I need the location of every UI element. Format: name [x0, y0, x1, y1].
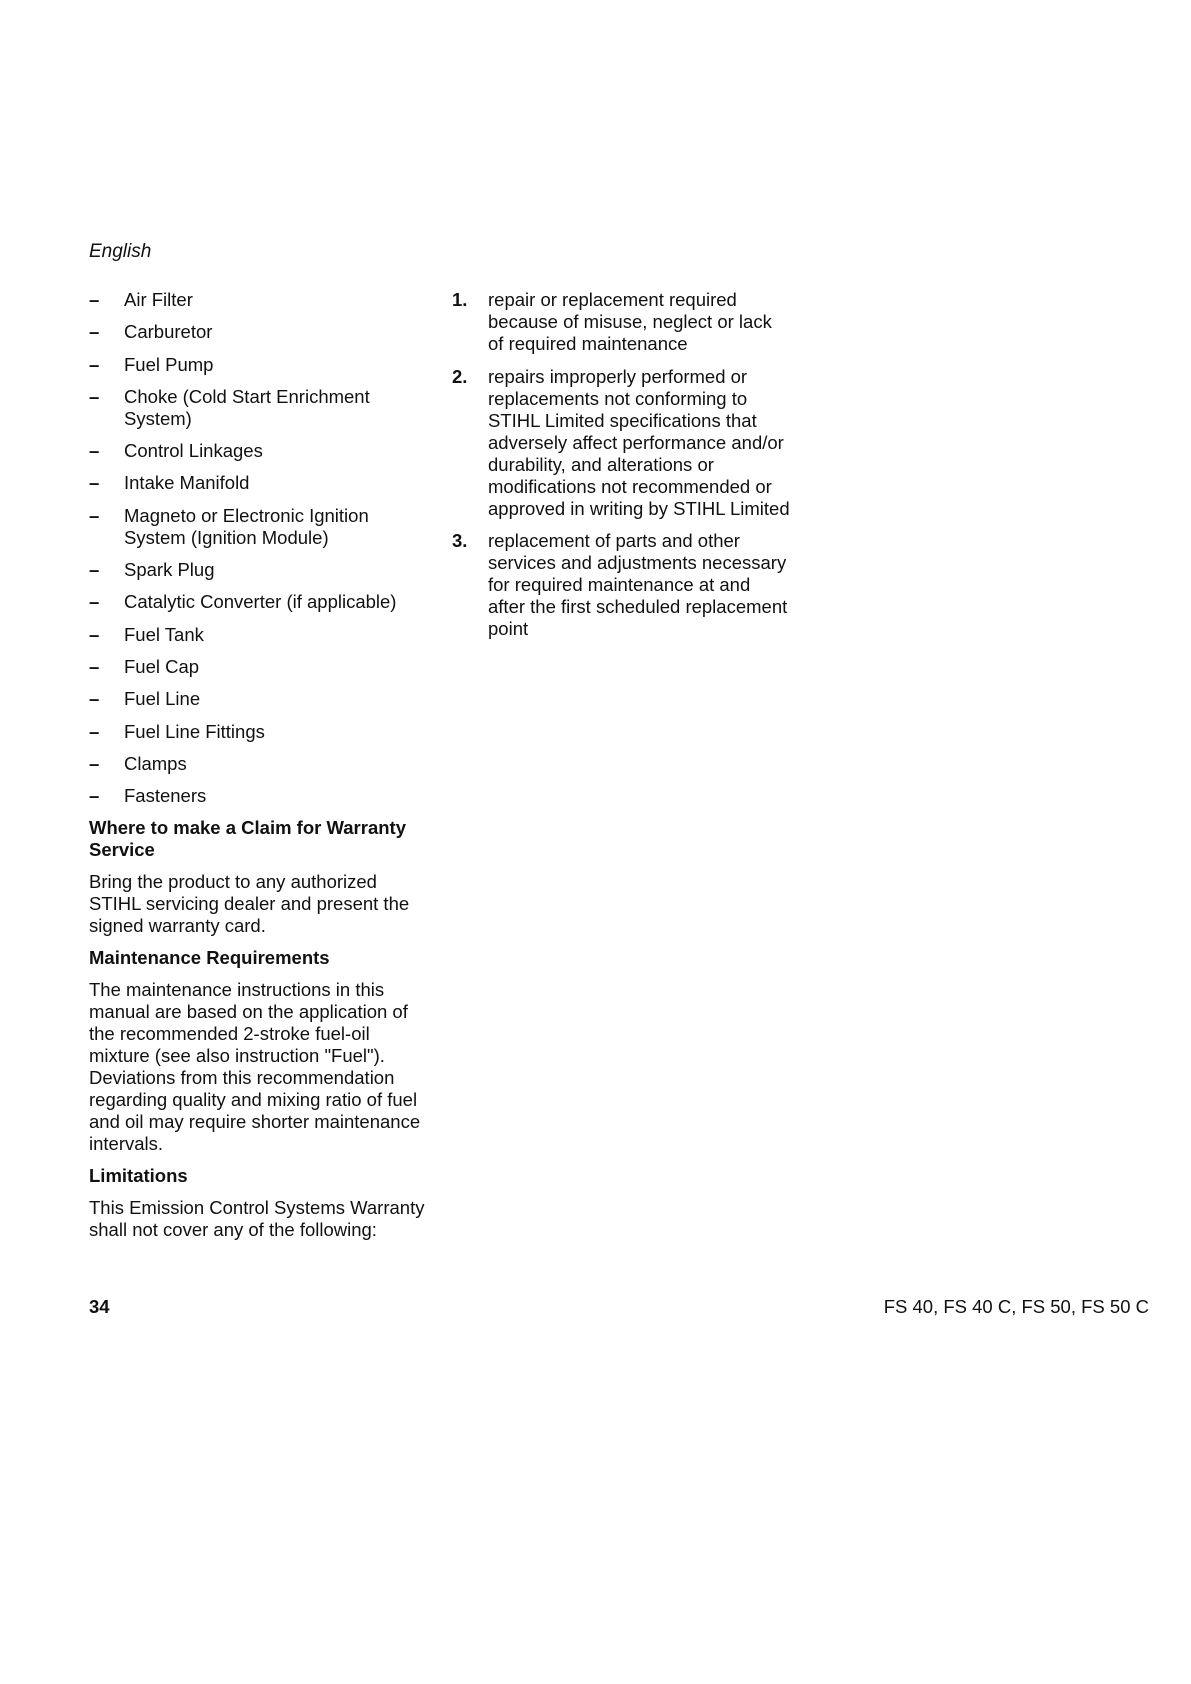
- maintenance-paragraph: The maintenance instructions in this manual are based on the application of the recommended 2-stroke fuel-oil mixture (see also instruction "Fuel"). Deviations from this recommendation regarding quality and mixing ratio of fuel and oil may require shorter maintenance intervals.: [89, 979, 421, 1155]
- list-item: [89, 656, 429, 678]
- dash-bullet: –: [89, 655, 100, 677]
- list-item-text: Fuel Tank: [124, 623, 204, 645]
- list-item: [89, 321, 429, 343]
- maintenance-heading: Maintenance Requirements: [89, 947, 330, 969]
- claim-heading: Where to make a Claim for Warranty Service: [89, 817, 406, 861]
- list-item-text: Control Linkages: [124, 440, 263, 462]
- list-item: [89, 721, 429, 743]
- list-item-text: Fuel Line Fittings: [124, 720, 265, 742]
- dash-bullet: –: [89, 752, 100, 774]
- list-item-text: Carburetor: [124, 321, 213, 343]
- right-column: [452, 289, 792, 651]
- dash-bullet: –: [89, 353, 100, 375]
- list-item-text: Choke (Cold Start Enrichment System): [124, 385, 370, 429]
- list-item: [89, 753, 429, 775]
- list-item: [89, 354, 429, 376]
- list-item: [89, 386, 429, 430]
- dash-bullet: –: [89, 591, 100, 613]
- list-item-text: Intake Manifold: [124, 472, 250, 494]
- item-number: 1.: [452, 289, 468, 310]
- limitations-heading: Limitations: [89, 1165, 188, 1187]
- dash-bullet: –: [89, 321, 100, 343]
- dash-bullet: –: [89, 385, 100, 407]
- list-item-text: Air Filter: [124, 289, 193, 310]
- list-item: [89, 289, 429, 311]
- list-item: [89, 559, 429, 581]
- dash-bullet: –: [89, 785, 100, 807]
- left-column: [89, 289, 429, 1251]
- list-item-text: Spark Plug: [124, 559, 215, 581]
- item-number: 3.: [452, 530, 468, 551]
- list-item-text: Catalytic Converter (if applicable): [124, 591, 397, 613]
- limitations-paragraph: This Emission Control Systems Warranty shall not cover any of the following:: [89, 1197, 425, 1241]
- list-item-text: Clamps: [124, 752, 187, 774]
- model-names: FS 40, FS 40 C, FS 50, FS 50 C: [883, 1296, 1149, 1317]
- dash-bullet: –: [89, 559, 100, 581]
- list-item: [89, 624, 429, 646]
- list-item: [89, 440, 429, 462]
- list-item: [452, 289, 792, 355]
- page-number: 34: [89, 1296, 110, 1317]
- list-item-text: replacement of parts and other services and adjustments necessary for required maintenance at and after the first scheduled replacement point: [488, 530, 788, 639]
- list-item-text: Fuel Pump: [124, 353, 214, 375]
- list-item-text: Fasteners: [124, 785, 207, 807]
- list-item-text: Magneto or Electronic Ignition System (Ignition Module): [124, 504, 369, 548]
- list-item: [89, 688, 429, 710]
- dash-bullet: –: [89, 289, 100, 310]
- dash-bullet: –: [89, 623, 100, 645]
- warranty-exclusions-list: [452, 289, 792, 640]
- list-item-text: Fuel Line: [124, 688, 201, 710]
- emission-parts-list: [89, 289, 429, 807]
- list-item: [89, 505, 429, 549]
- dash-bullet: –: [89, 720, 100, 742]
- dash-bullet: –: [89, 504, 100, 526]
- dash-bullet: –: [89, 688, 100, 710]
- item-number: 2.: [452, 365, 468, 387]
- list-item: [89, 591, 429, 613]
- claim-paragraph: Bring the product to any authorized STIHL servicing dealer and present the signed warranty card.: [89, 871, 410, 937]
- list-item-text: repairs improperly performed or replacements not conforming to STIHL Limited specifications that adversely affect performance and/or durability, and alterations or modifications not recommended or approved in writing by STIHL Limited: [488, 365, 790, 519]
- dash-bullet: –: [89, 472, 100, 494]
- dash-bullet: –: [89, 440, 100, 462]
- list-item-text: repair or replacement required because of misuse, neglect or lack of required maintenance: [488, 289, 772, 354]
- list-item: [89, 785, 429, 807]
- list-item-text: Fuel Cap: [124, 655, 200, 677]
- language-label: English: [89, 241, 152, 262]
- list-item: [89, 472, 429, 494]
- list-item: [452, 530, 792, 640]
- list-item: [452, 366, 792, 520]
